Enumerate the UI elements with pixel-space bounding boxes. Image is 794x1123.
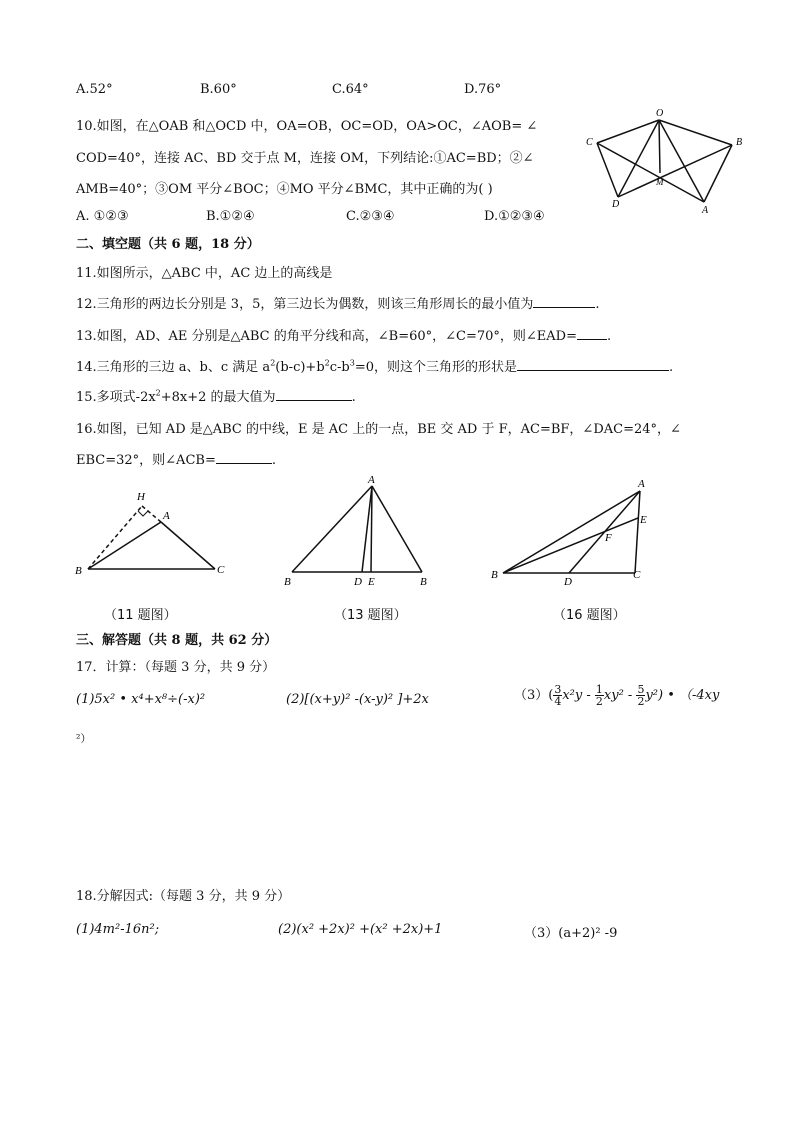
q16-line-1: 16.如图，已知 AD 是△ABC 的中线，E 是 AC 上的一点，BE 交 AD 于 F，AC=BF，∠DAC=24°，∠: [76, 422, 681, 437]
fig13: [280, 470, 440, 590]
q10-option-c: C.②③④: [346, 209, 395, 224]
fig16-label-c: C: [633, 569, 641, 581]
q17-part-1: (1)5x² • x⁴+x⁸÷(-x)²: [76, 692, 206, 707]
q17-fraction-5-2: $\frac{5}{2}$: [637, 683, 645, 708]
fig16-label-b: B: [491, 569, 498, 581]
q18-part-3: （3）(a+2)² -9: [524, 926, 618, 941]
q10-label-b: B: [736, 137, 743, 148]
fig13-caption: （13 题图）: [334, 608, 407, 623]
fig16: [485, 475, 665, 590]
fig13-label-a: A: [368, 474, 375, 486]
q17-title: 17．计算：（每题 3 分，共 9 分）: [76, 660, 276, 675]
q15-answer-blank: [276, 388, 352, 401]
q12-text: 12.三角形的两边长分别是 3，5，第三边长为偶数，则该三角形周长的最小值为: [76, 297, 534, 312]
q13-answer-blank: [577, 327, 607, 340]
q13-text: 13.如图，AD、AE 分别是△ABC 的角平分线和高，∠B=60°，∠C=70°，则∠EAD=: [76, 329, 577, 344]
q10-line-2: COD=40°，连接 AC、BD 交于点 M，连接 OM，下列结论:①AC=BD；②∠: [76, 151, 534, 166]
q10-label-a: A: [702, 205, 709, 216]
q17-part-3-wrap: ²）: [76, 732, 92, 745]
fig13-label-e: E: [368, 576, 375, 588]
section-2-title: 二、填空题（共 6 题，18 分）: [76, 237, 260, 252]
q12-answer-blank: [533, 295, 595, 308]
q14-answer-blank: [517, 358, 669, 371]
fig13-label-b2: B: [420, 576, 427, 588]
fig11-label-a: A: [163, 510, 170, 522]
q18-title: 18.分解因式:（每题 3 分，共 9 分）: [76, 889, 291, 904]
q17-part-2: (2)[(x+y)² -(x-y)² ]+2x: [286, 692, 429, 707]
q10-label-m: M: [656, 177, 664, 187]
fig13-label-d: D: [354, 576, 362, 588]
q10-label-d: D: [612, 199, 620, 210]
fig16-label-f: F: [605, 532, 612, 544]
q9-option-b: B.60°: [200, 82, 237, 97]
q14: 14.三角形的三边 a、b、c 满足 $a^2(b-c)+b^2c-b^3=0$，则这个三角形的形状是 .: [76, 358, 674, 375]
fig11-caption: （11 题图）: [104, 608, 177, 623]
fig11-label-c: C: [217, 564, 225, 576]
q17-fraction-1-2: $\frac{1}{2}$: [595, 683, 603, 708]
q11-text: 11.如图所示，△ABC 中，AC 边上的高线是: [76, 266, 333, 281]
fig11: [70, 485, 240, 585]
q10-option-a: A. ①②③: [76, 209, 129, 224]
q13: 13.如图，AD、AE 分别是△ABC 的角平分线和高，∠B=60°，∠C=70°，则∠EAD= .: [76, 329, 612, 344]
q10-figure: [580, 105, 750, 220]
q17-part-3: （3）( $\frac{3}{4}$ x²y - $\frac{1}{2}$ xy² - $\frac{5}{2}$ y²) • （-4xy: [514, 683, 720, 708]
q9-option-c: C.64°: [332, 82, 369, 97]
fig11-label-b: B: [75, 565, 82, 577]
q10-label-c: C: [586, 137, 593, 148]
q10-option-d: D.①②③④: [484, 209, 545, 224]
q9-option-d: D.76°: [464, 82, 502, 97]
q10-line-1: 10.如图，在△OAB 和△OCD 中，OA=OB，OC=OD，OA>OC，∠AOB= ∠: [76, 119, 538, 134]
fig13-label-b1: B: [284, 576, 291, 588]
q10-label-o: O: [656, 108, 664, 119]
q16-answer-blank: [216, 451, 272, 464]
fig16-label-d: D: [564, 576, 572, 588]
q15: 15.多项式$-2x^2+8x+2$ 的最大值为 .: [76, 388, 356, 405]
q16-line-2: EBC=32°，则∠ACB= .: [76, 453, 276, 468]
q9-option-a: A.52°: [76, 82, 113, 97]
section-3-title: 三、解答题（共 8 题，共 62 分）: [76, 633, 278, 648]
fig16-label-a: A: [638, 478, 645, 490]
q12: 12.三角形的两边长分别是 3，5，第三边长为偶数，则该三角形周长的最小值为 .: [76, 297, 600, 312]
fig16-label-e: E: [640, 514, 647, 526]
fig11-label-h: H: [137, 491, 145, 503]
fig16-caption: （16 题图）: [553, 608, 626, 623]
q18-part-2: (2)(x² +2x)² +(x² +2x)+1: [278, 922, 443, 937]
q10-option-b: B.①②④: [206, 209, 255, 224]
q10-line-3: AMB=40°；③OM 平分∠BOC；④MO 平分∠BMC，其中正确的为( ): [76, 182, 493, 197]
q17-fraction-3-4: $\frac{3}{4}$: [554, 683, 562, 708]
q18-part-1: (1)4m²-16n²;: [76, 922, 160, 937]
